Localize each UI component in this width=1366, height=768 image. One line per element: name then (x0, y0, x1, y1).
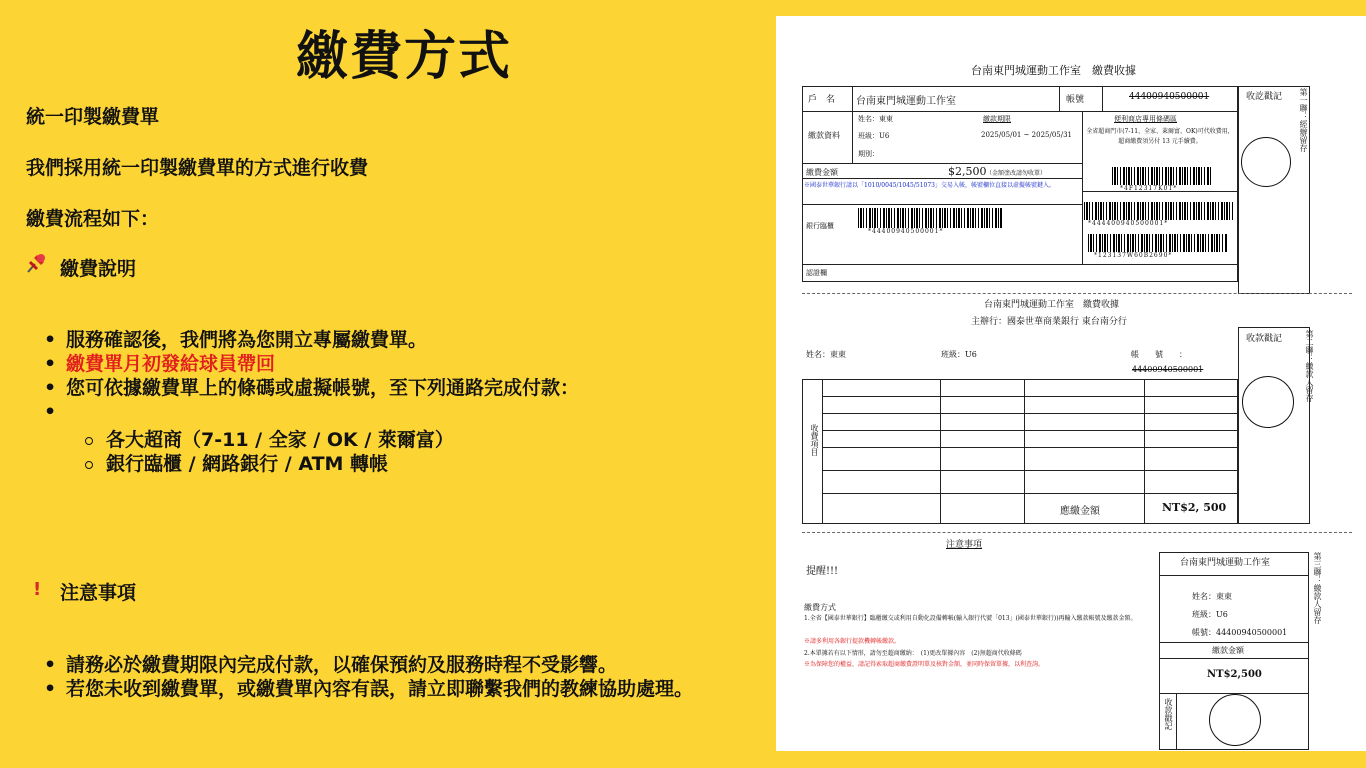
barcode (1088, 234, 1228, 252)
barcode (1084, 202, 1234, 220)
list-item: • 請務必於繳費期限內完成付款，以確保預約及服務時程不受影響。 (42, 653, 782, 677)
stamp-circle (1209, 694, 1261, 746)
barcode (1112, 167, 1212, 185)
payment-receipt-image: 台南東門城運動工作室 繳費收據 戶 名 台南東門城運動工作室 帳號 44400940500001 收訖戳記 第一聯：經辦留存 繳款資料 姓名：東東 班級：U6 期別： 繳款期限 2025/05/01 ~ 2025/05/31 便利商店專用條碼區 全省超商門市(7-11、全家、萊爾富、OK)可代收費用，超商繳費須另付 13 元手續費。 繳費金額 $2,500 （金額塗改請勿收單） ※國泰世華銀行請以「1010/0045/1045/51073」交易入帳，帳號欄位直接以虛擬帳號鍵入。 銀行臨櫃 *44400940500001* *4F12317K0T* *444400940500001* *123137W60B2690* 認證欄 台南東門城運動工作室 繳費收據 主辦行：國泰世華商業銀行 東台南分行 姓名：東東 班級：U6 帳 號 ： 44400940500001 收款戳記 第二聯：繳款人留存 收費項目 應繳金額 NT$2, 500 注意事項 提醒!!! 繳費方式 1.全省【國泰世華銀行】臨櫃繳交或利用自動化設備轉帳(輸入銀行代號「013」(國泰世華銀行))再輸入繳款帳號及繳款金額。 ※請多利用各銀行提款機轉帳繳款。 2.本單據若有以下情形，請勿至超商繳納： (1)更改單據內容 (2)無超商代收條碼 ※為保障您的權益，請記得索取超商繳費證明單及核對金額，並同時保留單據，以利查詢。 台南東門城運動工作室 姓名：東東 班級：U6 帳號：44400940500001 繳款金額 NT$2,500 收款戳記 第三聯：繳款人留存 (776, 16, 1366, 751)
list-item: • 繳費單月初發給球員帶回 (42, 352, 579, 376)
stamp-circle (1242, 376, 1294, 428)
description: 我們採用統一印製繳費單的方式進行收費 (26, 157, 369, 179)
account-number: 44400940500001 (1129, 92, 1210, 102)
channels-list (82, 428, 454, 476)
amount-value: $2,500 (948, 165, 987, 178)
receipt-header: 台南東門城運動工作室 繳費收據 (971, 64, 1136, 77)
instructions-heading: 繳費說明 (60, 258, 137, 280)
list-item: • 您可依據繳費單上的條碼或虛擬帳號，至下列通路完成付款： (42, 376, 579, 400)
page-title: 繳費方式 (296, 27, 513, 87)
due-amount: NT$2, 500 (1162, 501, 1227, 514)
list-item: • 若您未收到繳費單，或繳費單內容有誤，請立即聯繫我們的教練協助處理。 (42, 677, 782, 701)
notes-list (42, 653, 782, 701)
household-name: 台南東門城運動工作室 (856, 96, 956, 107)
notes-heading: 注意事項 (60, 582, 137, 604)
exclamation-icon: ! (33, 579, 42, 600)
list-item (42, 400, 579, 424)
stamp-circle (1241, 137, 1291, 187)
barcode (858, 208, 1003, 228)
list-item: • 服務確認後，我們將為您開立專屬繳費單。 (42, 328, 579, 352)
list-item: 銀行臨櫃 / 網路銀行 / ATM 轉帳 (82, 452, 454, 476)
subtitle: 統一印製繳費單 (26, 106, 160, 128)
stub-amount: NT$2,500 (1207, 669, 1262, 680)
process-label: 繳費流程如下： (26, 208, 160, 230)
pushpin-icon (24, 251, 48, 275)
list-item: 各大超商（7-11 / 全家 / OK / 萊爾富） (82, 428, 454, 452)
instructions-list (42, 328, 579, 424)
